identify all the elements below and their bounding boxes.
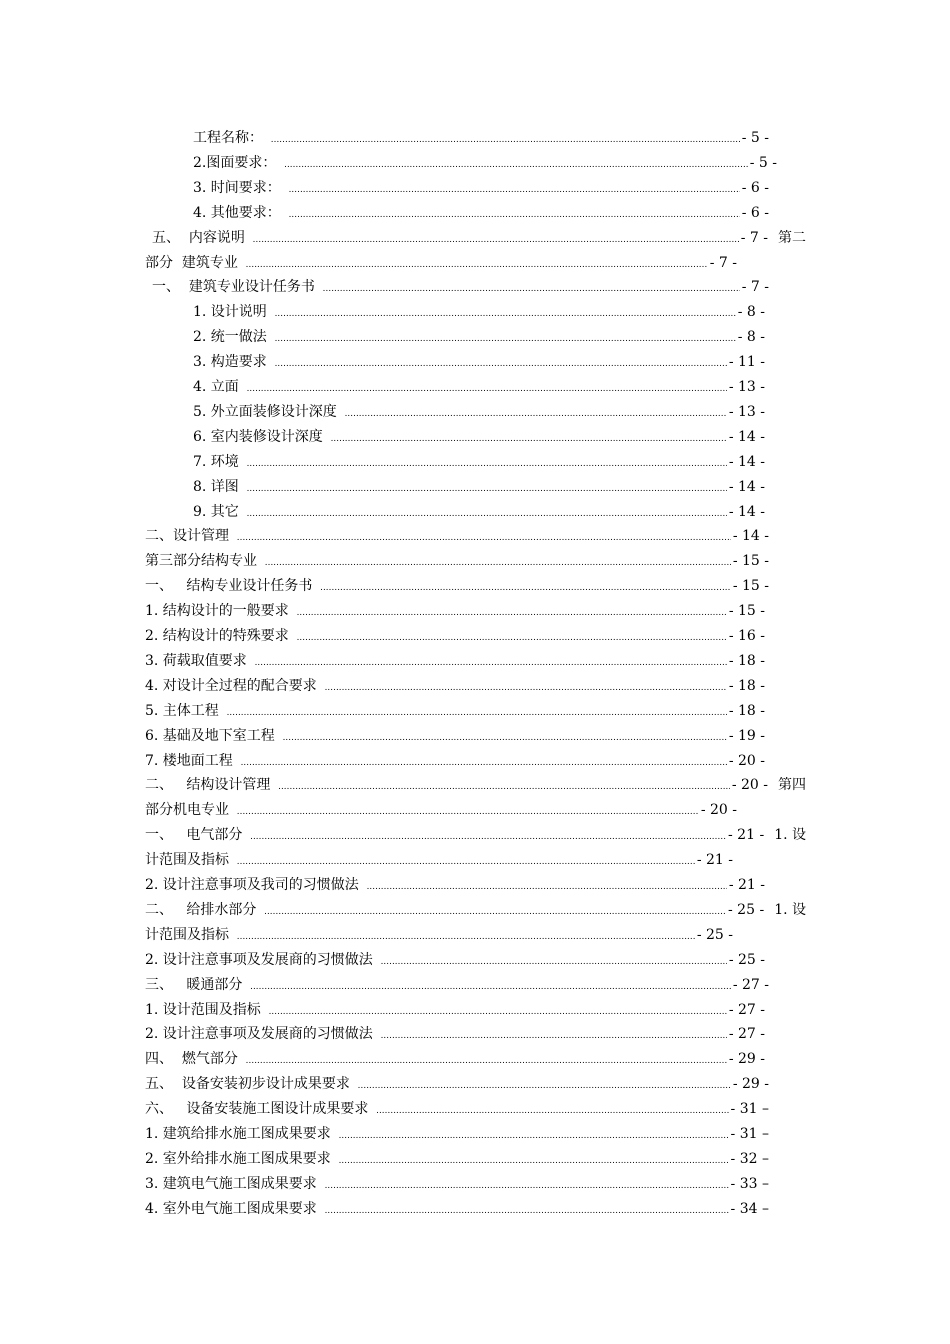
toc-page-number: - 7 - [740, 230, 768, 246]
toc-dot-leader [275, 300, 736, 325]
toc-page-number: - 29 - [732, 1076, 769, 1092]
toc-entry-title: 一、 电气部分 [145, 827, 243, 843]
toc-dot-leader [376, 1097, 728, 1122]
toc-page-number: - 33 – [730, 1176, 769, 1192]
toc-entry[interactable] [145, 251, 737, 276]
toc-entry-title: 六、 设备安装施工图设计成果要求 [145, 1101, 369, 1117]
toc-entry[interactable] [193, 126, 769, 151]
toc-entry-title: 3. 时间要求： [193, 180, 281, 196]
toc-entry[interactable] [152, 275, 769, 300]
toc-dot-leader [247, 500, 727, 525]
toc-page-number: - 14 - [732, 528, 769, 544]
toc-entry-title: 2. 结构设计的特殊要求 [145, 628, 289, 644]
toc-wrapped-text: 1. 设 [774, 902, 806, 918]
toc-entry[interactable] [193, 176, 769, 201]
toc-entry[interactable] [145, 1022, 765, 1047]
toc-entry[interactable] [145, 724, 765, 749]
toc-entry[interactable] [145, 1122, 769, 1147]
toc-page-number: - 14 - [728, 429, 765, 445]
toc-page-number: - 21 - [696, 852, 733, 868]
toc-page-number: - 27 - [728, 1026, 765, 1042]
toc-entry[interactable] [145, 798, 737, 823]
toc-page-number: - 8 - [737, 304, 765, 320]
toc-dot-leader [283, 724, 727, 749]
toc-entry-title: 计范围及指标 [145, 927, 229, 943]
toc-page-number: - 7 - [709, 255, 737, 271]
toc-dot-leader [275, 325, 736, 350]
toc-entry[interactable] [145, 923, 733, 948]
toc-dot-leader [246, 251, 708, 276]
toc-entry-title: 5. 主体工程 [145, 703, 219, 719]
toc-entry[interactable] [145, 998, 765, 1023]
toc-page-number: - 20 - [731, 777, 768, 793]
toc-dot-leader [289, 176, 740, 201]
toc-wrapped-text: 第四 [778, 777, 806, 793]
toc-dot-leader [265, 549, 731, 574]
toc-entry[interactable] [145, 624, 765, 649]
toc-dot-leader [247, 450, 727, 475]
toc-entry-title: 部分 建筑专业 [145, 255, 238, 271]
toc-entry-title: 4. 其他要求： [193, 205, 281, 221]
toc-dot-leader [250, 823, 726, 848]
toc-entry-title: 1. 设计说明 [193, 304, 267, 320]
toc-dot-leader [237, 923, 695, 948]
toc-entry[interactable] [145, 574, 769, 599]
toc-entry[interactable] [193, 350, 765, 375]
toc-entry[interactable] [145, 524, 769, 549]
toc-dot-leader [237, 524, 731, 549]
toc-page-number: - 5 - [749, 155, 777, 171]
toc-entry-title: 3. 荷载取值要求 [145, 653, 247, 669]
toc-dot-leader [237, 798, 699, 823]
toc-entry[interactable] [152, 226, 806, 251]
toc-wrapped-text: 第二 [778, 230, 806, 246]
toc-entry[interactable] [193, 450, 765, 475]
toc-page-number: - 11 - [728, 354, 765, 370]
toc-dot-leader [325, 1172, 729, 1197]
toc-dot-leader [358, 1072, 731, 1097]
toc-page-number: - 14 - [728, 479, 765, 495]
toc-wrapped-text: 1. 设 [774, 827, 806, 843]
toc-entry[interactable] [145, 699, 765, 724]
toc-dot-leader [297, 599, 727, 624]
toc-page-number: - 16 - [728, 628, 765, 644]
toc-page-number: - 6 - [741, 180, 769, 196]
toc-dot-leader [255, 649, 727, 674]
toc-page-number: - 21 - [728, 827, 765, 843]
toc-entry-title: 4. 立面 [193, 379, 239, 395]
toc-dot-leader [325, 674, 727, 699]
toc-entry[interactable] [193, 500, 765, 525]
toc-entry-title: 第三部分结构专业 [145, 553, 257, 569]
toc-entry-title: 4. 对设计全过程的配合要求 [145, 678, 317, 694]
toc-page-number: - 27 - [732, 977, 769, 993]
toc-entry-title: 五、 设备安装初步设计成果要求 [145, 1076, 350, 1092]
toc-entry-title: 5. 外立面装修设计深度 [193, 404, 337, 420]
toc-entry-title: 7. 环境 [193, 454, 239, 470]
toc-entry[interactable] [145, 1072, 769, 1097]
toc-dot-leader [289, 201, 740, 226]
toc-entry[interactable] [193, 400, 765, 425]
toc-entry-title: 8. 详图 [193, 479, 239, 495]
toc-entry[interactable] [193, 151, 777, 176]
toc-page-number: - 13 - [728, 404, 765, 420]
toc-page-number: - 25 - [728, 902, 765, 918]
toc-entry-title: 6. 室内装修设计深度 [193, 429, 323, 445]
toc-dot-leader [323, 275, 740, 300]
toc-entry-title: 6. 基础及地下室工程 [145, 728, 275, 744]
toc-entry-title: 一、 结构专业设计任务书 [145, 578, 313, 594]
toc-page-number: - 13 - [728, 379, 765, 395]
toc-dot-leader [237, 848, 695, 873]
toc-page-number: - 15 - [732, 553, 769, 569]
toc-page-number: - 15 - [732, 578, 769, 594]
toc-entry-title: 3. 构造要求 [193, 354, 267, 370]
toc-dot-leader [381, 948, 727, 973]
toc-entry-title: 2. 设计注意事项及我司的习惯做法 [145, 877, 359, 893]
toc-entry[interactable] [145, 599, 765, 624]
toc-dot-leader [339, 1147, 729, 1172]
toc-page-number: - 32 – [730, 1151, 769, 1167]
toc-entry[interactable] [145, 1047, 765, 1072]
toc-entry[interactable] [145, 948, 765, 973]
toc-dot-leader [367, 873, 727, 898]
toc-entry[interactable] [145, 873, 765, 898]
toc-entry[interactable] [145, 973, 769, 998]
toc-entry-title: 9. 其它 [193, 504, 239, 520]
toc-page-number: - 18 - [728, 703, 765, 719]
toc-entry[interactable] [193, 325, 765, 350]
toc-entry-title: 计范围及指标 [145, 852, 229, 868]
toc-entry-title: 2. 室外给排水施工图成果要求 [145, 1151, 331, 1167]
toc-entry-title: 一、 建筑专业设计任务书 [152, 279, 315, 295]
toc-entry[interactable] [145, 1172, 769, 1197]
toc-dot-leader [253, 226, 739, 251]
toc-dot-leader [278, 773, 729, 798]
toc-dot-leader [345, 400, 727, 425]
toc-dot-leader [247, 375, 727, 400]
toc-page-number: - 21 - [728, 877, 765, 893]
toc-page-number: - 18 - [728, 678, 765, 694]
toc-entry-title: 1. 设计范围及指标 [145, 1002, 261, 1018]
toc-entry-title: 二、 结构设计管理 [145, 777, 271, 793]
toc-dot-leader [320, 574, 730, 599]
toc-entry[interactable] [145, 1097, 769, 1122]
toc-page-number: - 31 – [730, 1126, 769, 1142]
toc-page-number: - 20 - [728, 753, 765, 769]
toc-entry[interactable] [145, 1197, 769, 1222]
toc-page-number: - 8 - [737, 329, 765, 345]
toc-page-number: - 5 - [741, 130, 769, 146]
toc-entry[interactable] [193, 201, 769, 226]
toc-entry[interactable] [193, 425, 765, 450]
toc-entry[interactable] [145, 674, 765, 699]
toc-dot-leader [250, 973, 730, 998]
toc-entry[interactable] [145, 1147, 769, 1172]
toc-page-number: - 6 - [741, 205, 769, 221]
toc-dot-leader [241, 749, 727, 774]
toc-page-number: - 25 - [728, 952, 765, 968]
toc-dot-leader [269, 998, 727, 1023]
toc-entry[interactable] [193, 375, 765, 400]
toc-dot-leader [284, 151, 747, 176]
toc-entry[interactable] [145, 823, 806, 848]
toc-entry[interactable] [193, 300, 765, 325]
toc-page-number: - 18 - [728, 653, 765, 669]
toc-entry[interactable] [145, 749, 765, 774]
toc-entry-title: 4. 室外电气施工图成果要求 [145, 1201, 317, 1217]
toc-entry-title: 2.图面要求： [193, 155, 277, 171]
toc-entry[interactable] [193, 475, 765, 500]
toc-dot-leader [246, 1047, 727, 1072]
toc-entry-title: 工程名称： [193, 130, 263, 146]
toc-dot-leader [264, 898, 726, 923]
toc-dot-leader [275, 350, 727, 375]
toc-dot-leader [227, 699, 727, 724]
toc-dot-leader [297, 624, 727, 649]
toc-entry-title: 2. 设计注意事项及发展商的习惯做法 [145, 952, 373, 968]
toc-page-number: - 7 - [741, 279, 769, 295]
toc-entry-title: 部分机电专业 [145, 802, 229, 818]
toc-entry-title: 7. 楼地面工程 [145, 753, 233, 769]
toc-page-number: - 19 - [728, 728, 765, 744]
toc-entry-title: 2. 设计注意事项及发展商的习惯做法 [145, 1026, 373, 1042]
toc-dot-leader [339, 1122, 729, 1147]
toc-page-number: - 25 - [696, 927, 733, 943]
toc-entry[interactable] [145, 649, 765, 674]
toc-entry-title: 五、 内容说明 [152, 230, 245, 246]
toc-page-number: - 15 - [728, 603, 765, 619]
toc-page-number: - 29 - [728, 1051, 765, 1067]
toc-entry-title: 3. 建筑电气施工图成果要求 [145, 1176, 317, 1192]
toc-dot-leader [325, 1197, 729, 1222]
toc-entry[interactable] [145, 773, 806, 798]
toc-entry-title: 1. 建筑给排水施工图成果要求 [145, 1126, 331, 1142]
toc-entry[interactable] [145, 549, 769, 574]
toc-page-number: - 14 - [728, 454, 765, 470]
toc-dot-leader [331, 425, 727, 450]
toc-dot-leader [247, 475, 727, 500]
toc-page-number: - 20 - [700, 802, 737, 818]
toc-page-number: - 14 - [728, 504, 765, 520]
toc-page-number: - 27 - [728, 1002, 765, 1018]
toc-dot-leader [381, 1022, 727, 1047]
toc-entry[interactable] [145, 898, 806, 923]
toc-entry-title: 三、 暖通部分 [145, 977, 243, 993]
toc-entry-title: 2. 统一做法 [193, 329, 267, 345]
toc-entry-title: 1. 结构设计的一般要求 [145, 603, 289, 619]
toc-entry-title: 四、 燃气部分 [145, 1051, 238, 1067]
toc-dot-leader [271, 126, 740, 151]
toc-page-number: - 34 – [730, 1201, 769, 1217]
toc-entry[interactable] [145, 848, 733, 873]
toc-page-number: - 31 – [730, 1101, 769, 1117]
toc-entry-title: 二、设计管理 [145, 528, 229, 544]
toc-entry-title: 二、 给排水部分 [145, 902, 257, 918]
